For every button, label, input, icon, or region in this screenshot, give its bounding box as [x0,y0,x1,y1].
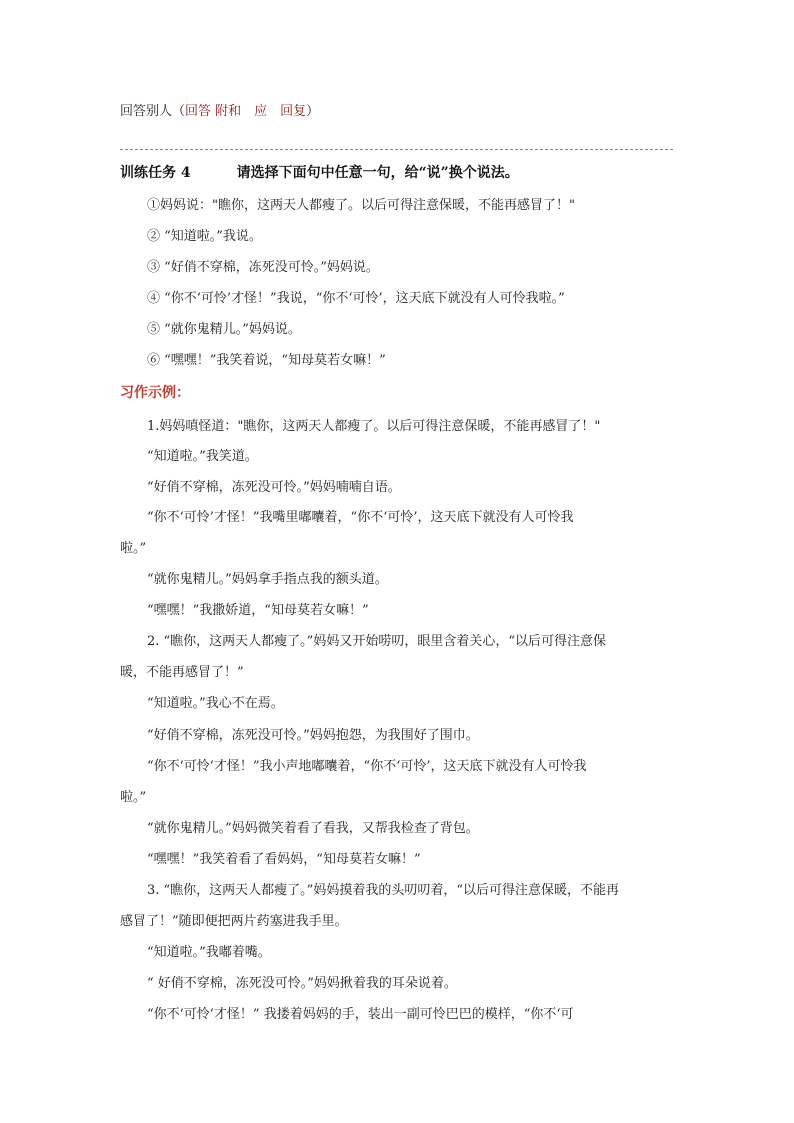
example-line: 3. “瞧你，这两天人都瘦了。”妈妈摸着我的头叨叨着，“以后可得注意保暖，不能再 [147,883,619,898]
example-line: “你不‘可怜’才怪！” 我搂着妈妈的手，装出一副可怜巴巴的模样，“你不‘可 [147,1007,574,1022]
sentence-item: ② “知道啦。”我说。 [147,229,262,244]
example-line: 暖，不能再感冒了！” [120,665,244,680]
sentence-item: ③ “好俏不穿棉，冻死没可怜。”妈妈说。 [147,260,379,275]
sentence-item: ④ “你不‘可怜’才怪！”我说，“你不‘可怜’，这天底下就没有人可怜我啦。” [147,291,565,306]
sentence-item: ⑥ “嘿嘿！”我笑着说，“知母莫若女嘛！” [147,353,386,368]
example-line: 感冒了！”随即便把两片药塞进我手里。 [120,914,348,929]
synonym-list: 回答 附和 应 回复 [185,104,307,119]
example-line: “你不‘可怜’才怪！”我嘴里嘟囔着，“你不‘可怜’，这天底下就没有人可怜我 [147,510,574,525]
section-divider [120,149,673,150]
example-line: “你不‘可怜’才怪！”我小声地嘟囔着，“你不‘可怜’，这天底下就没有人可怜我 [147,759,587,774]
example-line: “好俏不穿棉，冻死没可怜。”妈妈抱怨，为我围好了围巾。 [147,728,479,743]
example-line: “就你鬼精儿。”妈妈拿手指点我的额头道。 [147,572,388,587]
example-line: “嘿嘿！”我笑着看了看妈妈，“知母莫若女嘛！” [147,852,421,867]
top-line-suffix: ） [306,104,320,119]
example-line: 2. “瞧你，这两天人都瘦了。”妈妈又开始唠叨，眼里含着关心，“以后可得注意保 [147,634,606,649]
task-instruction: 请选择下面句中任意一句，给“说”换个说法。 [236,165,519,181]
example-line: “知道啦。”我嘟着嘴。 [147,945,271,960]
example-line: “嘿嘿！”我撒娇道，“知母莫若女嘛！” [147,603,369,618]
example-line: 啦。” [120,541,147,556]
example-heading: 习作示例： [120,385,190,401]
sentence-item: ⑤ “就你鬼精儿。”妈妈说。 [147,322,301,337]
example-line: “好俏不穿棉，冻死没可怜。”妈妈喃喃自语。 [147,480,401,495]
example-line: “知道啦。”我心不在焉。 [147,696,284,711]
example-line: “ 好俏不穿棉，冻死没可怜。”妈妈揪着我的耳朵说着。 [147,976,457,991]
example-line: “知道啦。”我笑道。 [147,449,258,464]
sentence-item: ①妈妈说："瞧你，这两天人都瘦了。以后可得注意保暖，不能再感冒了！" [147,198,575,213]
top-line-prefix: 回答别人（ [120,104,186,119]
example-line: 啦。” [120,790,147,805]
task-heading [120,165,519,181]
top-line [120,104,319,120]
example-line: 1.妈妈嗔怪道："瞧你，这两天人都瘦了。以后可得注意保暖，不能再感冒了！" [147,419,601,434]
example-line: “就你鬼精儿。”妈妈微笑着看了看我，又帮我检查了背包。 [147,821,479,836]
task-label: 训练任务 4 [120,165,191,181]
